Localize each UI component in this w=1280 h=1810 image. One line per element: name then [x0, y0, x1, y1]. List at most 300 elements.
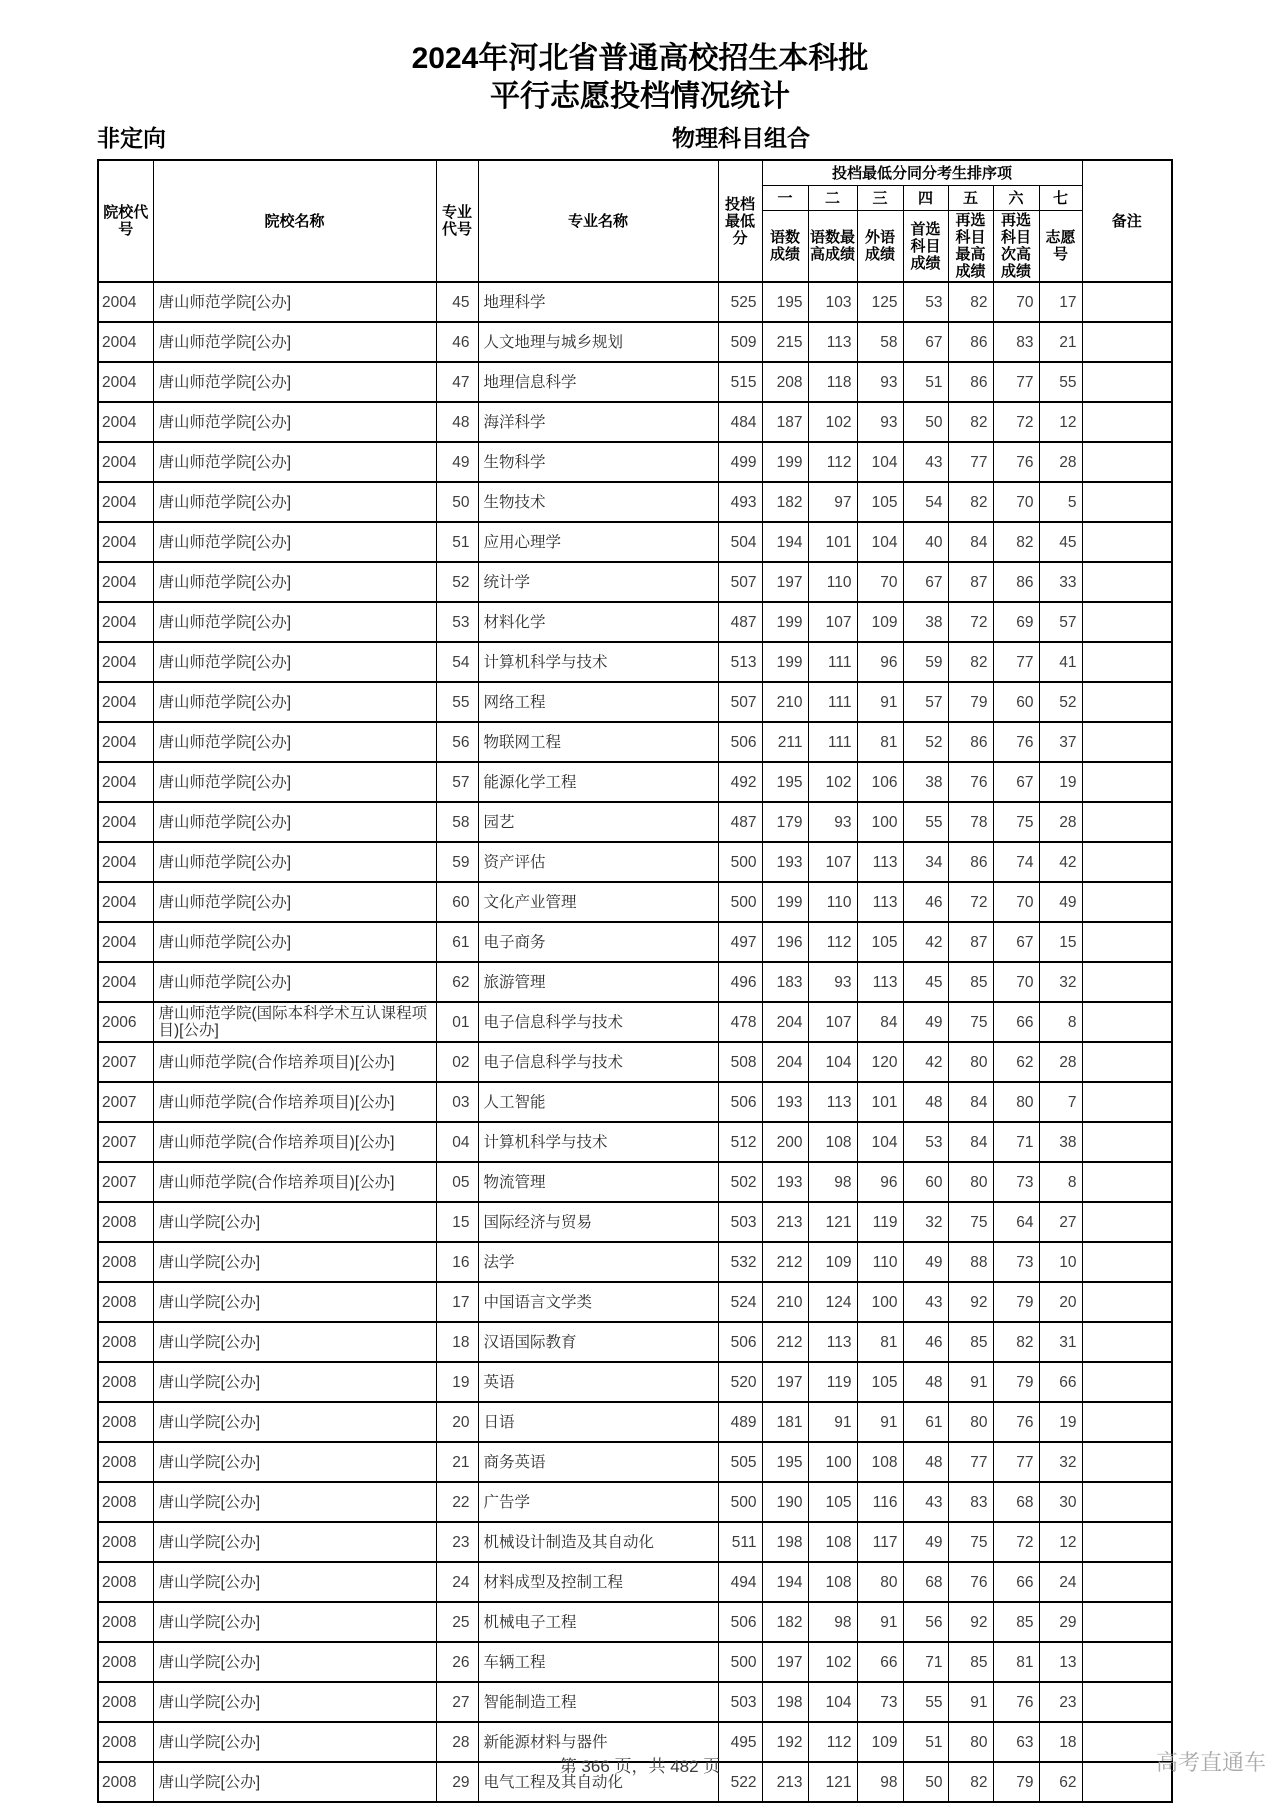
- tie3-score-cell: 80: [857, 1562, 903, 1602]
- tie2-score-cell: 124: [808, 1282, 857, 1322]
- tie6-score-cell: 72: [993, 402, 1039, 442]
- tie3-score-cell: 101: [857, 1082, 903, 1122]
- tie4-score-cell: 42: [903, 1042, 948, 1082]
- tie3-score-cell: 96: [857, 642, 903, 682]
- table-row: [98, 1602, 1172, 1642]
- school-code-cell: 2007: [98, 1042, 153, 1082]
- table-row: [98, 522, 1172, 562]
- tie2-score-cell: 98: [808, 1602, 857, 1642]
- tie-label-5: 再选科目最高成绩: [948, 211, 993, 283]
- table-row: [98, 1442, 1172, 1482]
- remark-cell: [1082, 882, 1172, 922]
- tie2-score-cell: 112: [808, 442, 857, 482]
- tie5-score-cell: 79: [948, 682, 993, 722]
- school-code-cell: 2004: [98, 922, 153, 962]
- tie5-score-cell: 82: [948, 1762, 993, 1802]
- school-code-cell: 2008: [98, 1282, 153, 1322]
- tie4-score-cell: 55: [903, 1682, 948, 1722]
- table-row: [98, 1522, 1172, 1562]
- tie2-score-cell: 107: [808, 842, 857, 882]
- ordinal-3: 三: [857, 186, 903, 211]
- tie1-score-cell: 210: [762, 1282, 808, 1322]
- tie6-score-cell: 85: [993, 1602, 1039, 1642]
- remark-cell: [1082, 522, 1172, 562]
- tie3-score-cell: 109: [857, 602, 903, 642]
- tie2-score-cell: 121: [808, 1762, 857, 1802]
- tie5-score-cell: 88: [948, 1242, 993, 1282]
- tie6-score-cell: 76: [993, 722, 1039, 762]
- major-name-cell: 机械设计制造及其自动化: [478, 1522, 718, 1562]
- tie4-score-cell: 67: [903, 322, 948, 362]
- major-name-cell: 机械电子工程: [478, 1602, 718, 1642]
- tie6-score-cell: 73: [993, 1242, 1039, 1282]
- tie1-score-cell: 204: [762, 1042, 808, 1082]
- tie7-score-cell: 37: [1039, 722, 1082, 762]
- page-title: [0, 0, 1280, 116]
- tie7-score-cell: 42: [1039, 842, 1082, 882]
- tie7-score-cell: 66: [1039, 1362, 1082, 1402]
- school-name-cell: 唐山师范学院[公办]: [153, 642, 436, 682]
- school-code-cell: 2004: [98, 842, 153, 882]
- major-name-cell: 海洋科学: [478, 402, 718, 442]
- min-score-cell: 532: [718, 1242, 762, 1282]
- tie1-score-cell: 195: [762, 282, 808, 322]
- tie4-score-cell: 43: [903, 1482, 948, 1522]
- tie5-score-cell: 77: [948, 442, 993, 482]
- major-name-cell: 旅游管理: [478, 962, 718, 1002]
- min-score-cell: 524: [718, 1282, 762, 1322]
- school-code-cell: 2008: [98, 1242, 153, 1282]
- tie5-score-cell: 76: [948, 1562, 993, 1602]
- tie5-score-cell: 76: [948, 762, 993, 802]
- tie3-score-cell: 73: [857, 1682, 903, 1722]
- tie3-score-cell: 104: [857, 442, 903, 482]
- tie2-score-cell: 113: [808, 1322, 857, 1362]
- table-row: [98, 322, 1172, 362]
- tie6-score-cell: 73: [993, 1162, 1039, 1202]
- tie3-score-cell: 93: [857, 402, 903, 442]
- school-name-cell: 唐山学院[公办]: [153, 1322, 436, 1362]
- remark-cell: [1082, 1122, 1172, 1162]
- remark-cell: [1082, 1082, 1172, 1122]
- tie7-score-cell: 28: [1039, 802, 1082, 842]
- major-code-cell: 47: [436, 362, 478, 402]
- tie7-score-cell: 15: [1039, 922, 1082, 962]
- tie4-score-cell: 43: [903, 1282, 948, 1322]
- tie2-score-cell: 111: [808, 722, 857, 762]
- min-score-cell: 525: [718, 282, 762, 322]
- min-score-cell: 500: [718, 882, 762, 922]
- tie4-score-cell: 43: [903, 442, 948, 482]
- tie-label-1: 语数成绩: [762, 211, 808, 283]
- tie1-score-cell: 183: [762, 962, 808, 1002]
- tie4-score-cell: 71: [903, 1642, 948, 1682]
- tie7-score-cell: 29: [1039, 1602, 1082, 1642]
- tie4-score-cell: 42: [903, 922, 948, 962]
- remark-cell: [1082, 722, 1172, 762]
- tie5-score-cell: 85: [948, 962, 993, 1002]
- tie7-score-cell: 5: [1039, 482, 1082, 522]
- tie3-score-cell: 100: [857, 1282, 903, 1322]
- min-score-cell: 496: [718, 962, 762, 1002]
- school-code-cell: 2008: [98, 1642, 153, 1682]
- school-code-cell: 2004: [98, 962, 153, 1002]
- school-name-cell: 唐山师范学院[公办]: [153, 922, 436, 962]
- tie2-score-cell: 102: [808, 762, 857, 802]
- tie4-score-cell: 49: [903, 1002, 948, 1042]
- major-code-cell: 27: [436, 1682, 478, 1722]
- min-score-cell: 507: [718, 682, 762, 722]
- major-code-cell: 21: [436, 1442, 478, 1482]
- tie1-score-cell: 210: [762, 682, 808, 722]
- tie2-score-cell: 108: [808, 1562, 857, 1602]
- tie1-score-cell: 198: [762, 1682, 808, 1722]
- tie1-score-cell: 199: [762, 602, 808, 642]
- school-code-cell: 2004: [98, 762, 153, 802]
- tie5-score-cell: 87: [948, 562, 993, 602]
- tie1-score-cell: 212: [762, 1322, 808, 1362]
- remark-cell: [1082, 1522, 1172, 1562]
- tie3-score-cell: 105: [857, 482, 903, 522]
- tie5-score-cell: 72: [948, 882, 993, 922]
- tie7-score-cell: 19: [1039, 762, 1082, 802]
- school-name-cell: 唐山学院[公办]: [153, 1362, 436, 1402]
- min-score-cell: 513: [718, 642, 762, 682]
- tie4-score-cell: 50: [903, 1762, 948, 1802]
- col-header-major-name: 专业名称: [478, 160, 718, 282]
- major-name-cell: 文化产业管理: [478, 882, 718, 922]
- table-row: [98, 282, 1172, 322]
- remark-cell: [1082, 322, 1172, 362]
- tie5-score-cell: 82: [948, 402, 993, 442]
- table-row: [98, 1362, 1172, 1402]
- school-name-cell: 唐山师范学院[公办]: [153, 282, 436, 322]
- tie3-score-cell: 119: [857, 1202, 903, 1242]
- tie4-score-cell: 52: [903, 722, 948, 762]
- min-score-cell: 503: [718, 1202, 762, 1242]
- major-code-cell: 62: [436, 962, 478, 1002]
- tie6-score-cell: 81: [993, 1642, 1039, 1682]
- tie1-score-cell: 211: [762, 722, 808, 762]
- school-name-cell: 唐山师范学院(合作培养项目)[公办]: [153, 1042, 436, 1082]
- school-code-cell: 2007: [98, 1082, 153, 1122]
- tie5-score-cell: 77: [948, 1442, 993, 1482]
- tie5-score-cell: 87: [948, 922, 993, 962]
- tie7-score-cell: 17: [1039, 282, 1082, 322]
- tie6-score-cell: 70: [993, 482, 1039, 522]
- min-score-cell: 505: [718, 1442, 762, 1482]
- remark-cell: [1082, 1362, 1172, 1402]
- major-name-cell: 统计学: [478, 562, 718, 602]
- tie6-score-cell: 70: [993, 282, 1039, 322]
- tie2-score-cell: 105: [808, 1482, 857, 1522]
- major-name-cell: 中国语言文学类: [478, 1282, 718, 1322]
- major-name-cell: 电子信息科学与技术: [478, 1042, 718, 1082]
- tie7-score-cell: 38: [1039, 1122, 1082, 1162]
- title-line-2: 平行志愿投档情况统计: [490, 80, 790, 113]
- tie6-score-cell: 77: [993, 362, 1039, 402]
- tie5-score-cell: 86: [948, 322, 993, 362]
- table-body: [98, 282, 1172, 1802]
- school-name-cell: 唐山学院[公办]: [153, 1202, 436, 1242]
- table-row: [98, 362, 1172, 402]
- major-code-cell: 24: [436, 1562, 478, 1602]
- school-code-cell: 2008: [98, 1762, 153, 1802]
- major-name-cell: 广告学: [478, 1482, 718, 1522]
- school-code-cell: 2004: [98, 522, 153, 562]
- tie7-score-cell: 10: [1039, 1242, 1082, 1282]
- school-name-cell: 唐山师范学院[公办]: [153, 882, 436, 922]
- tie7-score-cell: 30: [1039, 1482, 1082, 1522]
- tie3-score-cell: 113: [857, 842, 903, 882]
- tie1-score-cell: 194: [762, 522, 808, 562]
- tie4-score-cell: 55: [903, 802, 948, 842]
- tie6-score-cell: 77: [993, 1442, 1039, 1482]
- min-score-cell: 500: [718, 1482, 762, 1522]
- tie4-score-cell: 50: [903, 402, 948, 442]
- major-name-cell: 资产评估: [478, 842, 718, 882]
- tie2-score-cell: 109: [808, 1242, 857, 1282]
- tie6-score-cell: 80: [993, 1082, 1039, 1122]
- tie1-score-cell: 208: [762, 362, 808, 402]
- tie-label-2: 语数最高成绩: [808, 211, 857, 283]
- major-code-cell: 02: [436, 1042, 478, 1082]
- tie2-score-cell: 110: [808, 882, 857, 922]
- table-row: [98, 1402, 1172, 1442]
- major-name-cell: 车辆工程: [478, 1642, 718, 1682]
- tie3-score-cell: 100: [857, 802, 903, 842]
- table-row: [98, 842, 1172, 882]
- school-name-cell: 唐山师范学院[公办]: [153, 962, 436, 1002]
- tie4-score-cell: 40: [903, 522, 948, 562]
- tie3-score-cell: 91: [857, 682, 903, 722]
- tie7-score-cell: 31: [1039, 1322, 1082, 1362]
- tie1-score-cell: 212: [762, 1242, 808, 1282]
- tie1-score-cell: 213: [762, 1202, 808, 1242]
- school-code-cell: 2004: [98, 802, 153, 842]
- tie2-score-cell: 93: [808, 802, 857, 842]
- major-code-cell: 23: [436, 1522, 478, 1562]
- school-name-cell: 唐山师范学院[公办]: [153, 442, 436, 482]
- min-score-cell: 489: [718, 1402, 762, 1442]
- col-header-school-name: 院校名称: [153, 160, 436, 282]
- school-name-cell: 唐山师范学院[公办]: [153, 482, 436, 522]
- major-code-cell: 58: [436, 802, 478, 842]
- tie2-score-cell: 104: [808, 1682, 857, 1722]
- school-code-cell: 2004: [98, 722, 153, 762]
- tie7-score-cell: 27: [1039, 1202, 1082, 1242]
- tie6-score-cell: 82: [993, 522, 1039, 562]
- min-score-cell: 522: [718, 1762, 762, 1802]
- tie5-score-cell: 86: [948, 722, 993, 762]
- tie3-score-cell: 104: [857, 1122, 903, 1162]
- tie1-score-cell: 182: [762, 482, 808, 522]
- tie5-score-cell: 84: [948, 1122, 993, 1162]
- min-score-cell: 499: [718, 442, 762, 482]
- table-row: [98, 602, 1172, 642]
- min-score-cell: 503: [718, 1682, 762, 1722]
- school-name-cell: 唐山学院[公办]: [153, 1602, 436, 1642]
- school-code-cell: 2008: [98, 1682, 153, 1722]
- tie5-score-cell: 82: [948, 282, 993, 322]
- tie3-score-cell: 70: [857, 562, 903, 602]
- tie2-score-cell: 100: [808, 1442, 857, 1482]
- school-name-cell: 唐山师范学院(合作培养项目)[公办]: [153, 1122, 436, 1162]
- tie5-score-cell: 75: [948, 1202, 993, 1242]
- tie7-score-cell: 21: [1039, 322, 1082, 362]
- tie4-score-cell: 59: [903, 642, 948, 682]
- tie4-score-cell: 53: [903, 282, 948, 322]
- tie7-score-cell: 19: [1039, 1402, 1082, 1442]
- tie5-score-cell: 84: [948, 522, 993, 562]
- major-name-cell: 物流管理: [478, 1162, 718, 1202]
- tie7-score-cell: 8: [1039, 1002, 1082, 1042]
- table-row: [98, 482, 1172, 522]
- remark-cell: [1082, 762, 1172, 802]
- tie-label-4: 首选科目成绩: [903, 211, 948, 283]
- min-score-cell: 504: [718, 522, 762, 562]
- major-code-cell: 61: [436, 922, 478, 962]
- major-name-cell: 材料成型及控制工程: [478, 1562, 718, 1602]
- school-name-cell: 唐山师范学院[公办]: [153, 402, 436, 442]
- tie4-score-cell: 57: [903, 682, 948, 722]
- tie7-score-cell: 32: [1039, 1442, 1082, 1482]
- major-code-cell: 29: [436, 1762, 478, 1802]
- school-code-cell: 2008: [98, 1562, 153, 1602]
- tie7-score-cell: 23: [1039, 1682, 1082, 1722]
- tie4-score-cell: 48: [903, 1362, 948, 1402]
- major-code-cell: 03: [436, 1082, 478, 1122]
- tie6-score-cell: 62: [993, 1042, 1039, 1082]
- remark-cell: [1082, 1442, 1172, 1482]
- min-score-cell: 492: [718, 762, 762, 802]
- school-code-cell: 2004: [98, 682, 153, 722]
- tie1-score-cell: 195: [762, 1442, 808, 1482]
- table-row: [98, 642, 1172, 682]
- tie3-score-cell: 91: [857, 1602, 903, 1642]
- major-name-cell: 计算机科学与技术: [478, 642, 718, 682]
- tie7-score-cell: 45: [1039, 522, 1082, 562]
- tie1-score-cell: 213: [762, 1762, 808, 1802]
- remark-cell: [1082, 362, 1172, 402]
- min-score-cell: 511: [718, 1522, 762, 1562]
- tie-label-6: 再选科目次高成绩: [993, 211, 1039, 283]
- min-score-cell: 478: [718, 1002, 762, 1042]
- tie7-score-cell: 7: [1039, 1082, 1082, 1122]
- tie1-score-cell: 182: [762, 1602, 808, 1642]
- tie6-score-cell: 70: [993, 882, 1039, 922]
- tie2-score-cell: 111: [808, 642, 857, 682]
- tie3-score-cell: 113: [857, 962, 903, 1002]
- major-name-cell: 材料化学: [478, 602, 718, 642]
- school-name-cell: 唐山学院[公办]: [153, 1722, 436, 1762]
- major-name-cell: 国际经济与贸易: [478, 1202, 718, 1242]
- tie3-score-cell: 120: [857, 1042, 903, 1082]
- tie1-score-cell: 196: [762, 922, 808, 962]
- tie6-score-cell: 60: [993, 682, 1039, 722]
- ordinal-5: 五: [948, 186, 993, 211]
- major-code-cell: 46: [436, 322, 478, 362]
- table-row: [98, 1082, 1172, 1122]
- school-code-cell: 2008: [98, 1602, 153, 1642]
- tie3-score-cell: 81: [857, 1322, 903, 1362]
- school-code-cell: 2004: [98, 602, 153, 642]
- remark-cell: [1082, 962, 1172, 1002]
- min-score-cell: 512: [718, 1122, 762, 1162]
- tie1-score-cell: 200: [762, 1122, 808, 1162]
- major-name-cell: 人文地理与城乡规划: [478, 322, 718, 362]
- remark-cell: [1082, 1602, 1172, 1642]
- tie4-score-cell: 61: [903, 1402, 948, 1442]
- tie4-score-cell: 68: [903, 1562, 948, 1602]
- school-name-cell: 唐山学院[公办]: [153, 1562, 436, 1602]
- major-code-cell: 18: [436, 1322, 478, 1362]
- tie1-score-cell: 197: [762, 1642, 808, 1682]
- major-name-cell: 地理科学: [478, 282, 718, 322]
- tie5-score-cell: 82: [948, 482, 993, 522]
- tie5-score-cell: 75: [948, 1522, 993, 1562]
- tie6-score-cell: 68: [993, 1482, 1039, 1522]
- tie4-score-cell: 54: [903, 482, 948, 522]
- tie7-score-cell: 28: [1039, 442, 1082, 482]
- tie4-score-cell: 48: [903, 1082, 948, 1122]
- col-header-major-code: 专业代号: [436, 160, 478, 282]
- major-code-cell: 57: [436, 762, 478, 802]
- tie2-score-cell: 101: [808, 522, 857, 562]
- col-header-remarks: 备注: [1082, 160, 1172, 282]
- major-code-cell: 55: [436, 682, 478, 722]
- remark-cell: [1082, 402, 1172, 442]
- tie3-score-cell: 84: [857, 1002, 903, 1042]
- tie5-score-cell: 86: [948, 842, 993, 882]
- tie7-score-cell: 28: [1039, 1042, 1082, 1082]
- major-code-cell: 49: [436, 442, 478, 482]
- remark-cell: [1082, 482, 1172, 522]
- tie5-score-cell: 80: [948, 1402, 993, 1442]
- remark-cell: [1082, 1202, 1172, 1242]
- school-code-cell: 2008: [98, 1402, 153, 1442]
- tie3-score-cell: 105: [857, 922, 903, 962]
- table-row: [98, 802, 1172, 842]
- remark-cell: [1082, 842, 1172, 882]
- tie3-score-cell: 113: [857, 882, 903, 922]
- remark-cell: [1082, 1242, 1172, 1282]
- major-code-cell: 17: [436, 1282, 478, 1322]
- tie1-score-cell: 197: [762, 1362, 808, 1402]
- tie3-score-cell: 116: [857, 1482, 903, 1522]
- tie2-score-cell: 107: [808, 1002, 857, 1042]
- remark-cell: [1082, 1562, 1172, 1602]
- tie6-score-cell: 75: [993, 802, 1039, 842]
- tie3-score-cell: 91: [857, 1402, 903, 1442]
- major-code-cell: 52: [436, 562, 478, 602]
- school-code-cell: 2004: [98, 642, 153, 682]
- tie6-score-cell: 69: [993, 602, 1039, 642]
- school-name-cell: 唐山学院[公办]: [153, 1682, 436, 1722]
- major-code-cell: 51: [436, 522, 478, 562]
- table-row: [98, 1162, 1172, 1202]
- major-name-cell: 网络工程: [478, 682, 718, 722]
- tie6-score-cell: 64: [993, 1202, 1039, 1242]
- tie4-score-cell: 53: [903, 1122, 948, 1162]
- school-name-cell: 唐山师范学院(国际本科学术互认课程项目)[公办]: [153, 1002, 436, 1042]
- tie7-score-cell: 55: [1039, 362, 1082, 402]
- min-score-cell: 506: [718, 1602, 762, 1642]
- table-row: [98, 682, 1172, 722]
- remark-cell: [1082, 1482, 1172, 1522]
- tie6-score-cell: 63: [993, 1722, 1039, 1762]
- major-name-cell: 能源化学工程: [478, 762, 718, 802]
